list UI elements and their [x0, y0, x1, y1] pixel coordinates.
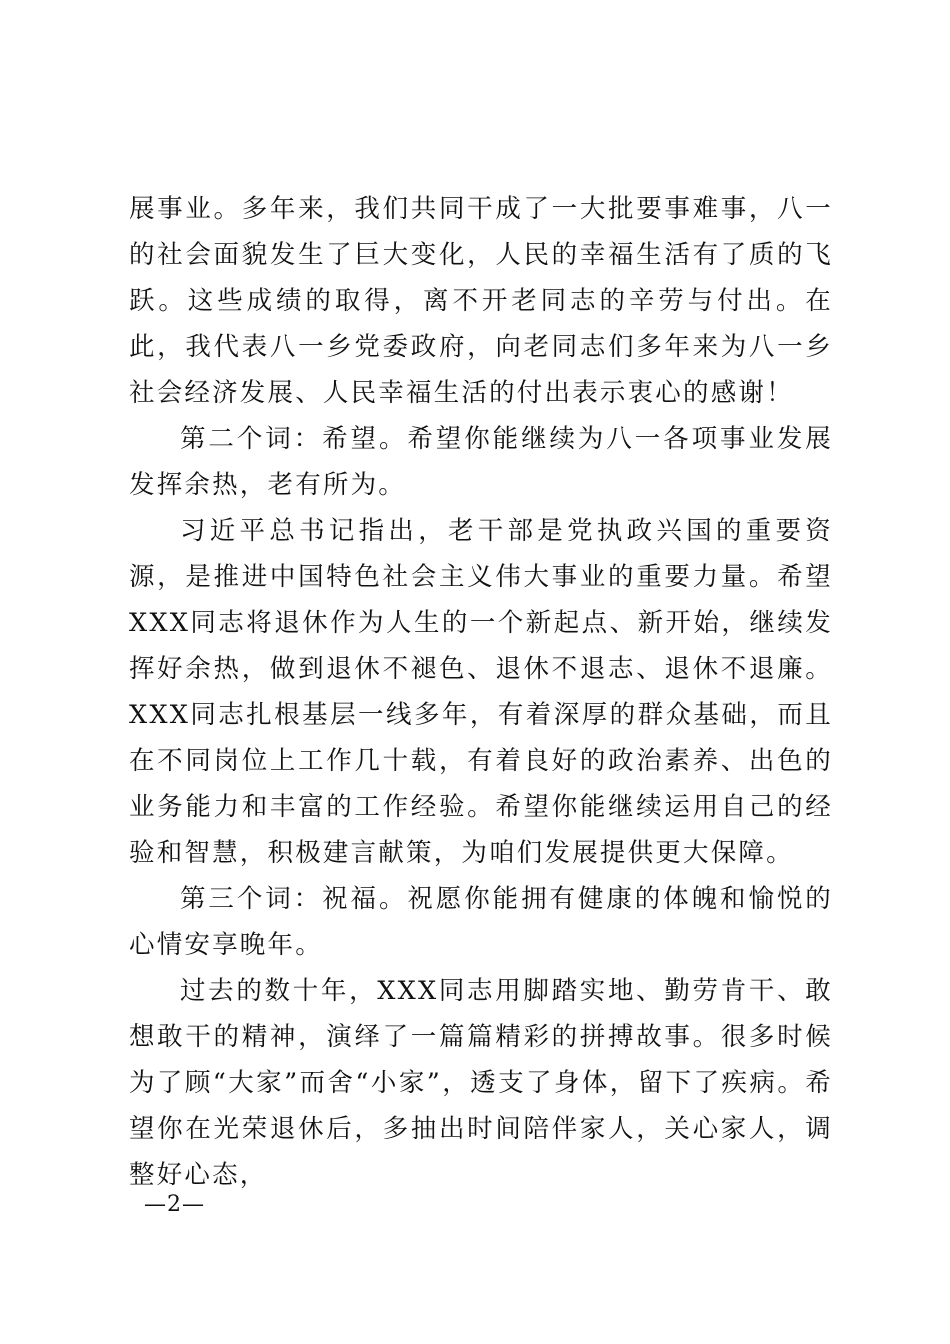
- document-body: [129, 186, 833, 1198]
- paragraph-3: 习近平总书记指出，老干部是党执政兴国的重要资源，是推进中国特色社会主义伟大事业的重要力量。希望XXX同志将退休作为人生的一个新起点、新开始，继续发挥好余热，做到退休不褪色、退休不退志、退休不退廉。XXX同志扎根基层一线多年，有着深厚的群众基础，而且在不同岗位上工作几十载，有着良好的政治素养、出色的业务能力和丰富的工作经验。希望你能继续运用自己的经验和智慧，积极建言献策，为咱们发展提供更大保障。: [129, 516, 833, 868]
- paragraph-1-continued: 展事业。多年来，我们共同干成了一大批要事难事，八一的社会面貌发生了巨大变化，人民的幸福生活有了质的飞跃。这些成绩的取得，离不开老同志的辛劳与付出。在此，我代表八一乡党委政府，向老同志们多年来为八一乡社会经济发展、人民幸福生活的付出表示衷心的感谢！: [129, 194, 833, 408]
- paragraph-5: 过去的数十年，XXX同志用脚踏实地、勤劳肯干、敢想敢干的精神，演绎了一篇篇精彩的拼搏故事。很多时候为了顾“大家”而舍“小家”，透支了身体，留下了疾病。希望你在光荣退休后，多抽出时间陪伴家人，关心家人，调整好心态，: [129, 976, 833, 1190]
- page-number: —2—: [144, 1192, 205, 1217]
- paragraph-4: 第三个词：祝福。祝愿你能拥有健康的体魄和愉悦的心情安享晚年。: [129, 884, 833, 960]
- paragraph-2: 第二个词：希望。希望你能继续为八一各项事业发展发挥余热，老有所为。: [129, 424, 833, 500]
